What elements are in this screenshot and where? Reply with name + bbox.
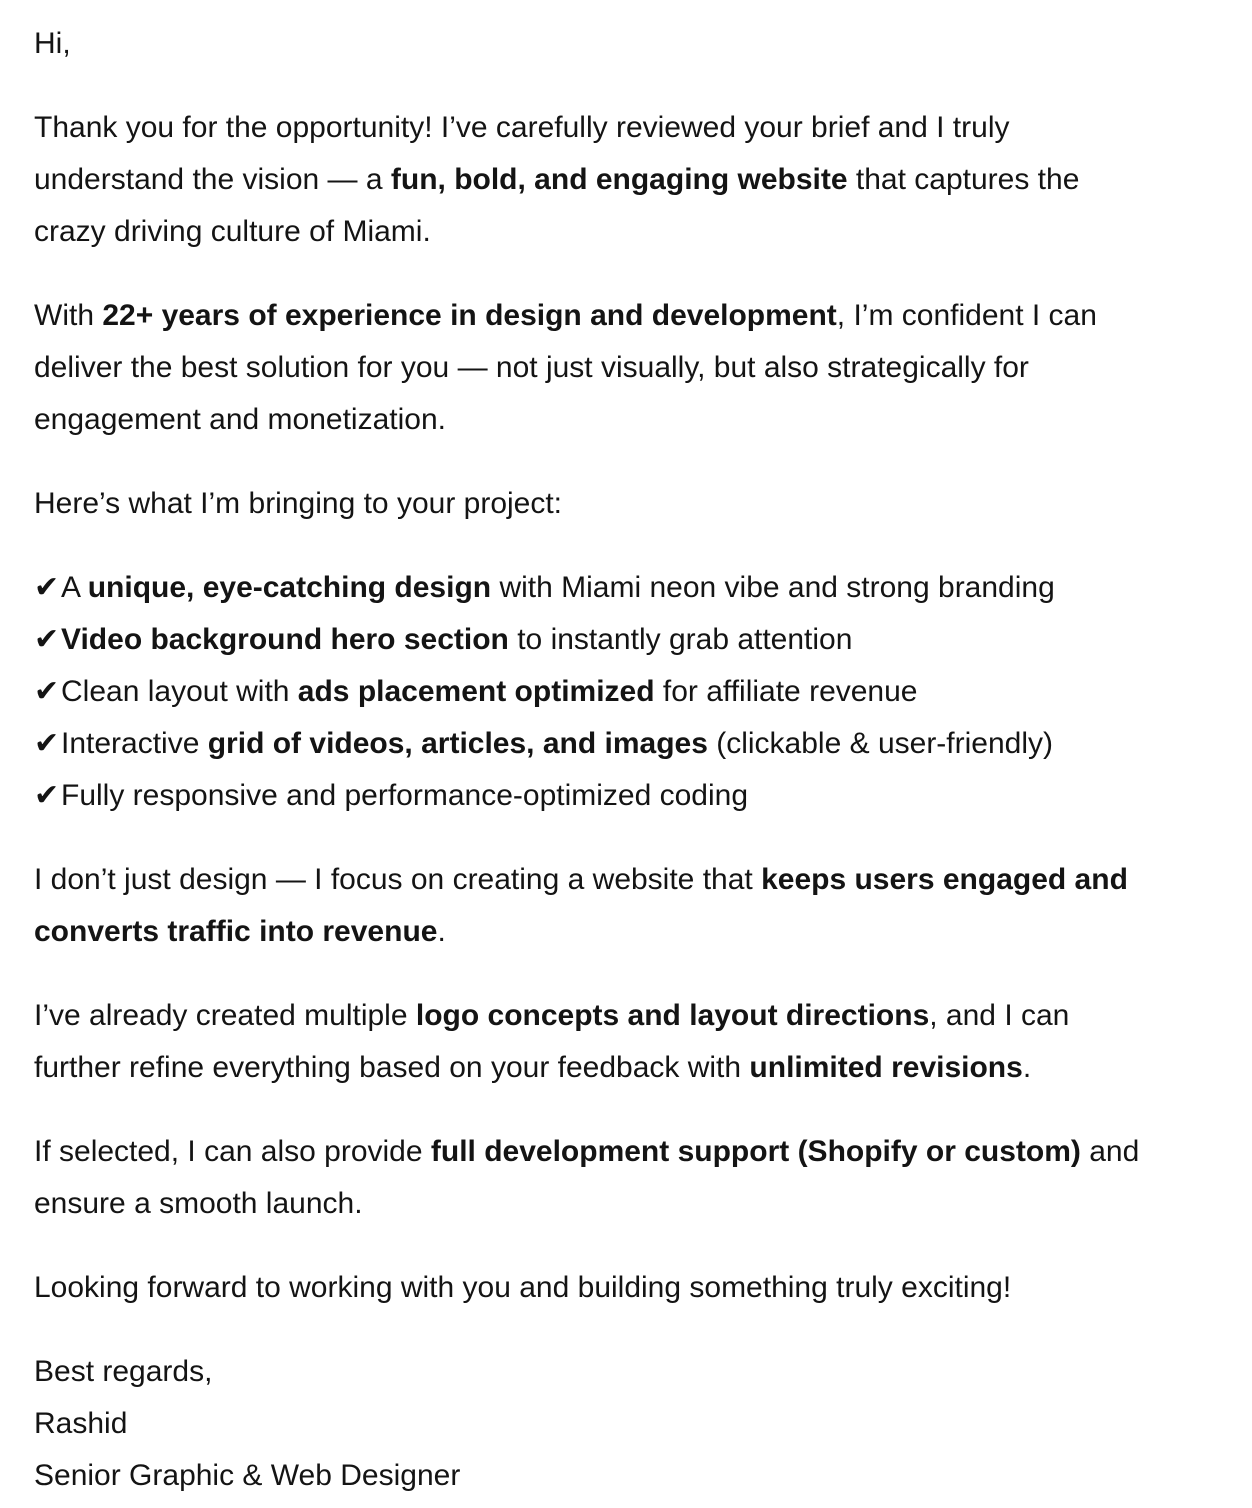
experience-paragraph: With 22+ years of experience in design and development, I’m confident I can deliver the best solution for you — not just visually, but also strategically for engagement and monetization. [34,299,1097,436]
sign-off-closing: Best regards, [34,1355,213,1388]
sender-title: Senior Graphic & Web Designer [34,1459,461,1492]
checkmark-icon: ✔ [34,675,60,708]
sender-name: Rashid [34,1407,128,1440]
list-item: ✔Clean layout with ads placement optimized for affiliate revenue [34,666,1252,718]
intro-paragraph: Thank you for the opportunity! I’ve carefully reviewed your brief and I truly understand the vision — a fun, bold, and engaging website that captures the crazy driving culture of Miami. [34,111,1080,248]
focus-paragraph: I don’t just design — I focus on creating a website that keeps users engaged and converts traffic into revenue. [34,863,1128,948]
list-item: ✔A unique, eye-catching design with Miami neon vibe and strong branding [34,562,1252,614]
checkmark-icon: ✔ [34,727,60,760]
list-item: ✔Interactive grid of videos, articles, and images (clickable & user-friendly) [34,718,1252,770]
support-paragraph: If selected, I can also provide full development support (Shopify or custom) and ensure a smooth launch. [34,1135,1140,1220]
checkmark-icon: ✔ [34,779,60,812]
closing-paragraph: Looking forward to working with you and building something truly exciting! [34,1271,1012,1304]
greeting: Hi, [34,27,71,60]
list-intro: Here’s what I’m bringing to your project: [34,487,563,520]
checkmark-icon: ✔ [34,623,60,656]
list-item: ✔Video background hero section to instantly grab attention [34,614,1252,666]
concepts-paragraph: I’ve already created multiple logo concepts and layout directions, and I can further refine everything based on your feedback with unlimited revisions. [34,999,1070,1084]
checkmark-icon: ✔ [34,571,60,604]
feature-checklist [34,562,1252,822]
list-item: ✔Fully responsive and performance-optimized coding [34,770,1252,822]
signature [34,1346,1252,1502]
